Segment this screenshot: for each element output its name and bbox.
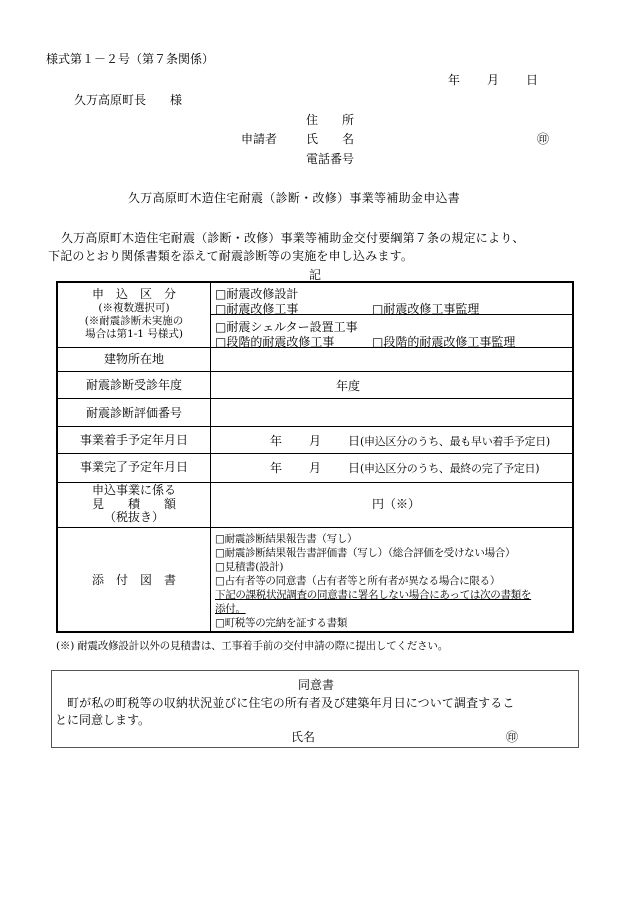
category-note-1: (※複数選択可) bbox=[98, 302, 170, 314]
attachment-item[interactable]: □見積書(設計) bbox=[215, 561, 284, 573]
seal-mark: ㊞ bbox=[537, 132, 550, 146]
column-divider bbox=[210, 283, 211, 631]
attachment-item[interactable]: □占有者等の同意書（占有者等と所有者が異なる場合に限る） bbox=[215, 575, 501, 587]
intro-line-2: 下記のとおり関係書類を添えて耐震診断等の実施を申し込みます。 bbox=[48, 249, 414, 263]
applicant-label: 申請者 bbox=[241, 132, 278, 146]
option-staged-work[interactable]: □段階的耐震改修工事 bbox=[215, 335, 335, 349]
addressee: 久万高原町長 様 bbox=[74, 93, 183, 107]
start-date-label: 事業着手予定年月日 bbox=[79, 433, 188, 447]
option-seismic-design[interactable]: □耐震改修設計 bbox=[215, 287, 299, 301]
estimate-label-line-1: 申込事業に係る bbox=[91, 483, 176, 497]
category-note-2: (※耐震診断未実施の bbox=[84, 315, 184, 327]
row-divider bbox=[58, 398, 572, 399]
consent-line-1: 町が私の町税等の収納状況並びに住宅の所有者及び建築年月日について調査するこ bbox=[67, 696, 515, 710]
row-divider bbox=[58, 527, 572, 528]
option-staged-supervision[interactable]: □段階的耐震改修工事監理 bbox=[372, 335, 516, 349]
attachment-note: 下記の課税状況調査の同意書に署名しない場合にあっては次の書類を bbox=[215, 589, 532, 601]
address-label: 住 所 bbox=[306, 113, 355, 127]
row-divider bbox=[58, 426, 572, 427]
row-divider bbox=[58, 371, 572, 372]
estimate-label-line-2: 見 積 額 bbox=[91, 496, 176, 511]
diagnosis-year-label: 耐震診断受診年度 bbox=[85, 378, 182, 392]
attachment-item[interactable]: □耐震診断結果報告書（写し） bbox=[215, 533, 358, 545]
estimate-label bbox=[58, 484, 210, 525]
consent-line-2: とに同意します。 bbox=[55, 713, 151, 727]
option-seismic-work[interactable]: □耐震改修工事 bbox=[215, 302, 299, 316]
estimate-value[interactable]: 円（※） bbox=[372, 497, 421, 511]
intro-line-1: 久万高原町木造住宅耐震（診断・改修）事業等補助金交付要綱第７条の規定により、 bbox=[61, 231, 525, 245]
ki-label: 記 bbox=[309, 268, 322, 282]
row-divider bbox=[58, 453, 572, 454]
attachment-item[interactable]: □耐震診断結果報告書評価書（写し）（総合評価を受けない場合） bbox=[215, 547, 516, 559]
category-note-3: 場合は第1-1 号様式) bbox=[85, 328, 183, 340]
category-cell bbox=[58, 287, 210, 341]
attachment-item[interactable]: □町税等の完納を証する書類 bbox=[215, 617, 348, 629]
attachment-note-continued: 添付。 bbox=[215, 603, 246, 615]
consent-title: 同意書 bbox=[298, 678, 335, 692]
consent-box bbox=[51, 670, 579, 748]
estimate-label-line-3: （税抜き） bbox=[103, 510, 164, 524]
name-label: 氏 名 bbox=[306, 132, 355, 146]
application-table bbox=[56, 281, 574, 633]
phone-label: 電話番号 bbox=[306, 152, 355, 166]
document-title: 久万高原町木造住宅耐震（診断・改修）事業等補助金申込書 bbox=[128, 191, 461, 205]
start-date-note: (申込区分のうち、最も早い着手予定日) bbox=[360, 435, 550, 448]
end-date-label: 事業完了予定年月日 bbox=[79, 460, 188, 474]
category-label: 申 込 区 分 bbox=[91, 287, 176, 301]
consent-seal-mark: ㊞ bbox=[506, 730, 519, 744]
attachments-label: 添 付 図 書 bbox=[91, 573, 176, 587]
start-date-value[interactable]: 年 月 日 bbox=[270, 434, 362, 448]
evaluation-number-label: 耐震診断評価番号 bbox=[85, 406, 182, 420]
footnote: (※) 耐震改修設計以外の見積書は、工事着手前の交付申請の際に提出してください。 bbox=[56, 640, 449, 652]
date-line: 年 月 日 bbox=[448, 73, 540, 87]
diagnosis-year-suffix: 年度 bbox=[336, 379, 361, 393]
end-date-note: (申込区分のうち、最終の完了予定日) bbox=[360, 462, 540, 475]
consent-name-label: 氏名 bbox=[291, 730, 316, 744]
option-shelter-work[interactable]: □耐震シェルター設置工事 bbox=[215, 320, 358, 334]
building-location-label: 建物所在地 bbox=[103, 352, 164, 366]
form-number: 様式第１－２号（第７条関係） bbox=[46, 52, 215, 66]
end-date-value[interactable]: 年 月 日 bbox=[270, 461, 362, 475]
option-work-supervision[interactable]: □耐震改修工事監理 bbox=[372, 302, 480, 316]
